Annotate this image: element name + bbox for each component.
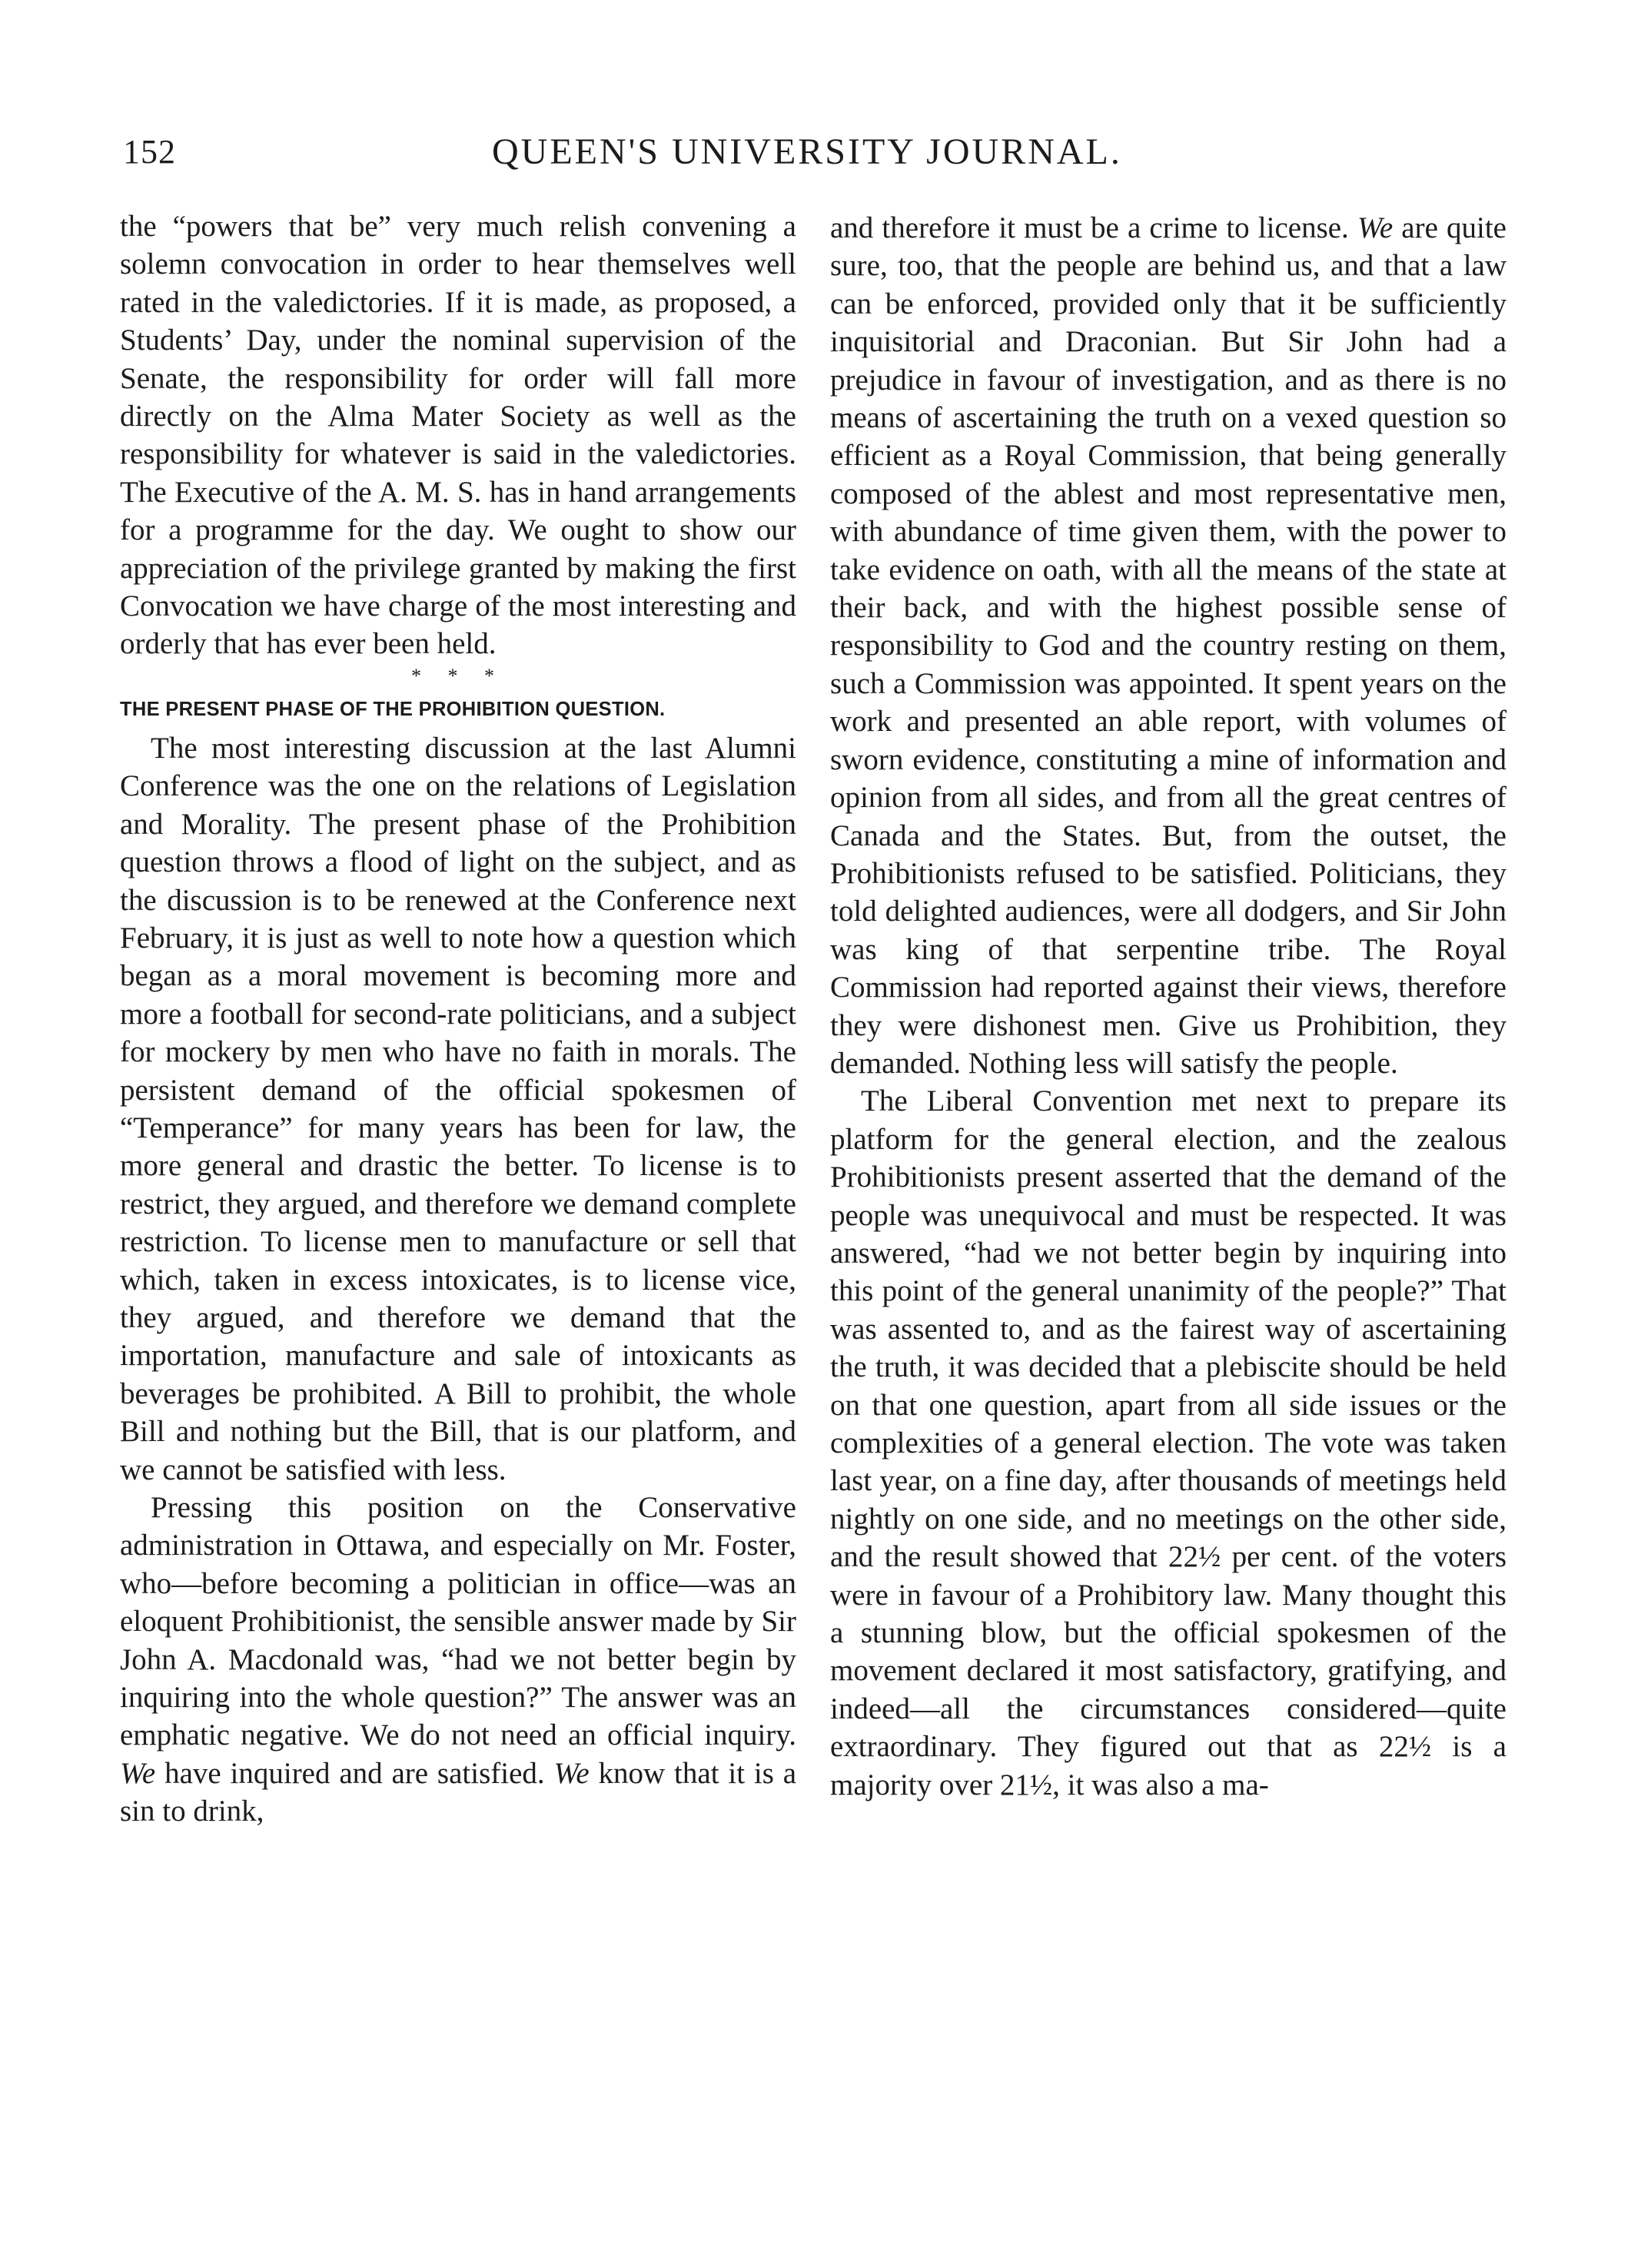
italic-we: We [553, 1756, 590, 1790]
paragraph-text: Pressing this position on the Conservative administration in Ottawa, and especially on Mr. Foster, who—before becoming a politician in office—was an eloquent Prohibitionist, the sensible answer made by Sir John A. Macdonald was, “had we not better begin by inquiring into the whole question?” The answer was an emphatic negative. We do not need an official inquiry. [120, 1491, 796, 1752]
body-paragraph: The Liberal Convention met next to prepare its platform for the general election, and the zealous Prohibitionists present asserted that the demand of the people was unequivocal and must be respected. It was answered, “had we not better begin by inquiring into this point of the general unanimity of the people?” That was assented to, and as the fairest way of ascertaining the truth, it was decided that a plebiscite should be held on that one question, apart from all side issues or the complexities of a general election. The vote was taken last year, on a fine day, after thousands of meetings held nightly on one side, and no meetings on the other side, and the result showed that 22½ per cent. of the voters were in favour of a Prohibitory law. Many thought this a stunning blow, but the official spokesmen of the movement declared it most satisfactory, gratifying, and indeed—all the circumstances considered—quite extraordinary. They figured out that as 22½ is a majority over 21½, it was also a ma- [830, 1084, 1506, 1801]
body-paragraph [120, 1489, 796, 1831]
paragraph-text: know that it is a sin to drink, [120, 1756, 797, 1828]
paragraph-text: and therefore it must be a crime to license. [830, 211, 1349, 244]
paragraph-text: are quite sure, too, that the people are behind us, and that a law can be enforced, provided only that it be sufficiently inquisitorial and Draconian. But Sir John had a prejudice in favour of investigation, and as there is no means of ascertaining the truth on a vexed question so efficient as a Royal Commission, that being generally composed of the ablest and most representative men, with abundance of time given them, with the power to take evidence on oath, with all the means of the state at their back, and with the highest possible sense of responsibility to God and the country resting on them, such a Commission was appointed. It spent years on the work and presented an able report, with volumes of sworn evidence, constituting a mine of information and opinion from all sides, and from all the great centres of Canada and the States. But, from the outset, the Prohibitionists refused to be satisfied. Politicians, they told delighted audiences, were all dodgers, and Sir John was king of that serpentine tribe. The Royal Commission had reported against their views, therefore they were dishonest men. Give us Prohibition, they demanded. Nothing less will satisfy the people. [830, 211, 1506, 1080]
continuation-paragraph [830, 209, 1506, 1082]
section-asterism: * * * [411, 664, 505, 687]
paragraph-text: have inquired and are satisfied. [164, 1756, 545, 1790]
italic-we: We [120, 1756, 156, 1790]
page-number: 152 [123, 133, 176, 171]
section-heading: THE PRESENT PHASE OF THE PROHIBITION QUESTION. [120, 698, 666, 720]
intro-paragraph: the “powers that be” very much relish convening a solemn convocation in order to hear themselves well rated in the valedictories. If it is made, as proposed, a Students’ Day, under the nominal supervision of the Senate, the responsibility for order will fall more directly on the Alma Mater Society as well as the responsibility for whatever is said in the valedictories. The Executive of the A. M. S. has in hand arrangements for a programme for the day. We ought to show our appreciation of the privilege granted by making the first Convocation we have charge of the most interesting and orderly that has ever been held. [120, 210, 796, 661]
body-paragraph: The most interesting discussion at the last Alumni Conference was the one on the relations of Legislation and Morality. The present phase of the Prohibition question throws a flood of light on the subject, and as the discussion is to be renewed at the Conference next February, it is just as well to note how a question which began as a moral movement is becoming more and more a football for second-rate politicians, and a subject for mockery by men who have no faith in morals. The persistent demand of the official spokesmen of “Temperance” for many years has been for law, the more general and drastic the better. To license is to restrict, they argued, and therefore we demand complete restriction. To license men to manufacture or sell that which, taken in excess intoxicates, is to license vice, they argued, and therefore we demand that the importation, manufacture and sale of intoxicants as beverages be prohibited. A Bill to prohibit, the whole Bill and nothing but the Bill, that is our platform, and we cannot be satisfied with less. [120, 731, 796, 1486]
running-title: QUEEN'S UNIVERSITY JOURNAL. [492, 131, 1122, 172]
right-column [830, 209, 1506, 1804]
page-header [123, 129, 1506, 183]
italic-we: We [1357, 211, 1394, 244]
left-column [120, 208, 796, 1831]
